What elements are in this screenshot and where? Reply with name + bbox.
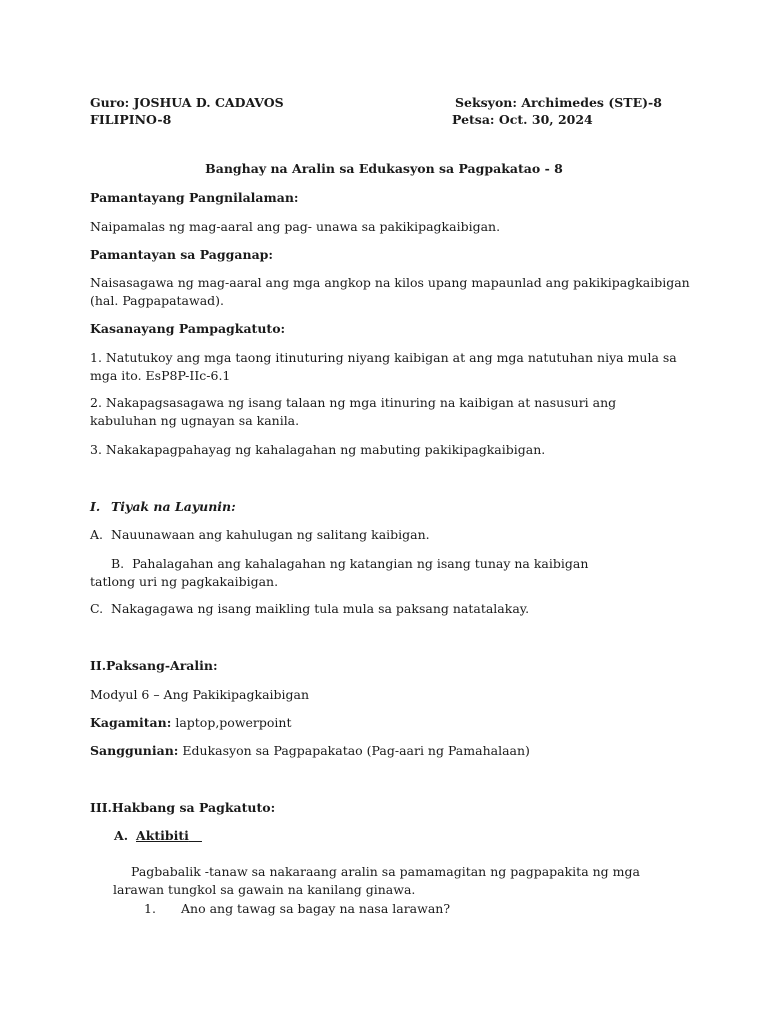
objective-text: B. Pahalagahan ang kahalagahan ng katangian ng isang tunay na kaibigan tatlong uri ng pagkakaibigan.: [90, 556, 589, 589]
activity-text: Pagbabalik -tanaw sa nakaraang aralin sa pamamagitan ng pagpapakita ng mga larawan tungkol sa gawain na kanilang ginawa.: [113, 864, 640, 897]
objectives-numeral: I.: [90, 499, 101, 514]
competencies-heading: Kasanayang Pampagkatuto:: [90, 321, 286, 336]
objective-text: Nakagagawa ng isang maikling tula mula sa paksang natatalakay.: [111, 601, 530, 616]
performance-standard-heading: Pamantayan sa Pagganap:: [90, 247, 274, 262]
document-title: Banghay na Aralin sa Edukasyon sa Pagpakatao - 8: [205, 161, 563, 176]
competency-item: 1. Natutukoy ang mga taong itinuturing niyang kaibigan at ang mga natutuhan niya mula sa mga ito. EsP8P-IIc-6.1: [90, 350, 677, 383]
content-standard-text: Naipamalas ng mag-aaral ang pag- unawa sa pakikipagkaibigan.: [90, 219, 501, 234]
objective-text: Nauunawaan ang kahulugan ng salitang kaibigan.: [111, 527, 430, 542]
activity-label-text: Aktibiti: [136, 828, 189, 843]
objective-letter: A.: [90, 527, 104, 542]
question-text: Ano ang tawag sa bagay na nasa larawan?: [181, 901, 451, 916]
question-number: 1.: [144, 901, 156, 916]
reference-line: [90, 742, 530, 760]
module-title: Modyul 6 – Ang Pakikipagkaibigan: [90, 687, 310, 702]
competency-item: 2. Nakapagsasagawa ng isang talaan ng mga itinuring na kaibigan at nasusuri ang kabuluhan ng ugnayan sa kanila.: [90, 395, 617, 428]
objective-letter: C.: [90, 601, 104, 616]
materials-label: Kagamitan:: [90, 715, 172, 730]
date-label: Petsa: Oct. 30, 2024: [452, 112, 593, 127]
content-standard-heading: Pamantayang Pangnilalaman:: [90, 190, 299, 205]
activity-label: [136, 827, 202, 845]
reference-value: Edukasyon sa Pagpapakatao (Pag-aari ng Pamahalaan): [178, 743, 530, 758]
teacher-name: Guro: JOSHUA D. CADAVOS: [90, 95, 284, 110]
materials-line: [90, 714, 292, 732]
subject-matter-heading: II.Paksang-Aralin:: [90, 658, 218, 673]
competency-item: 3. Nakakapagpahayag ng kahalagahan ng mabuting pakikipagkaibigan.: [90, 442, 546, 457]
reference-label: Sanggunian:: [90, 743, 179, 758]
procedure-heading: III.Hakbang sa Pagkatuto:: [90, 800, 276, 815]
subject-label: FILIPINO-8: [90, 112, 172, 127]
materials-value: laptop,powerpoint: [171, 715, 292, 730]
objectives-heading: Tiyak na Layunin:: [111, 499, 236, 514]
performance-standard-text: Naisasagawa ng mag-aaral ang mga angkop na kilos upang mapaunlad ang pakikipagkaibigan (hal. Pagpapatawad).: [90, 275, 690, 308]
section-label: Seksyon: Archimedes (STE)-8: [455, 95, 662, 110]
activity-letter: A.: [114, 828, 129, 843]
